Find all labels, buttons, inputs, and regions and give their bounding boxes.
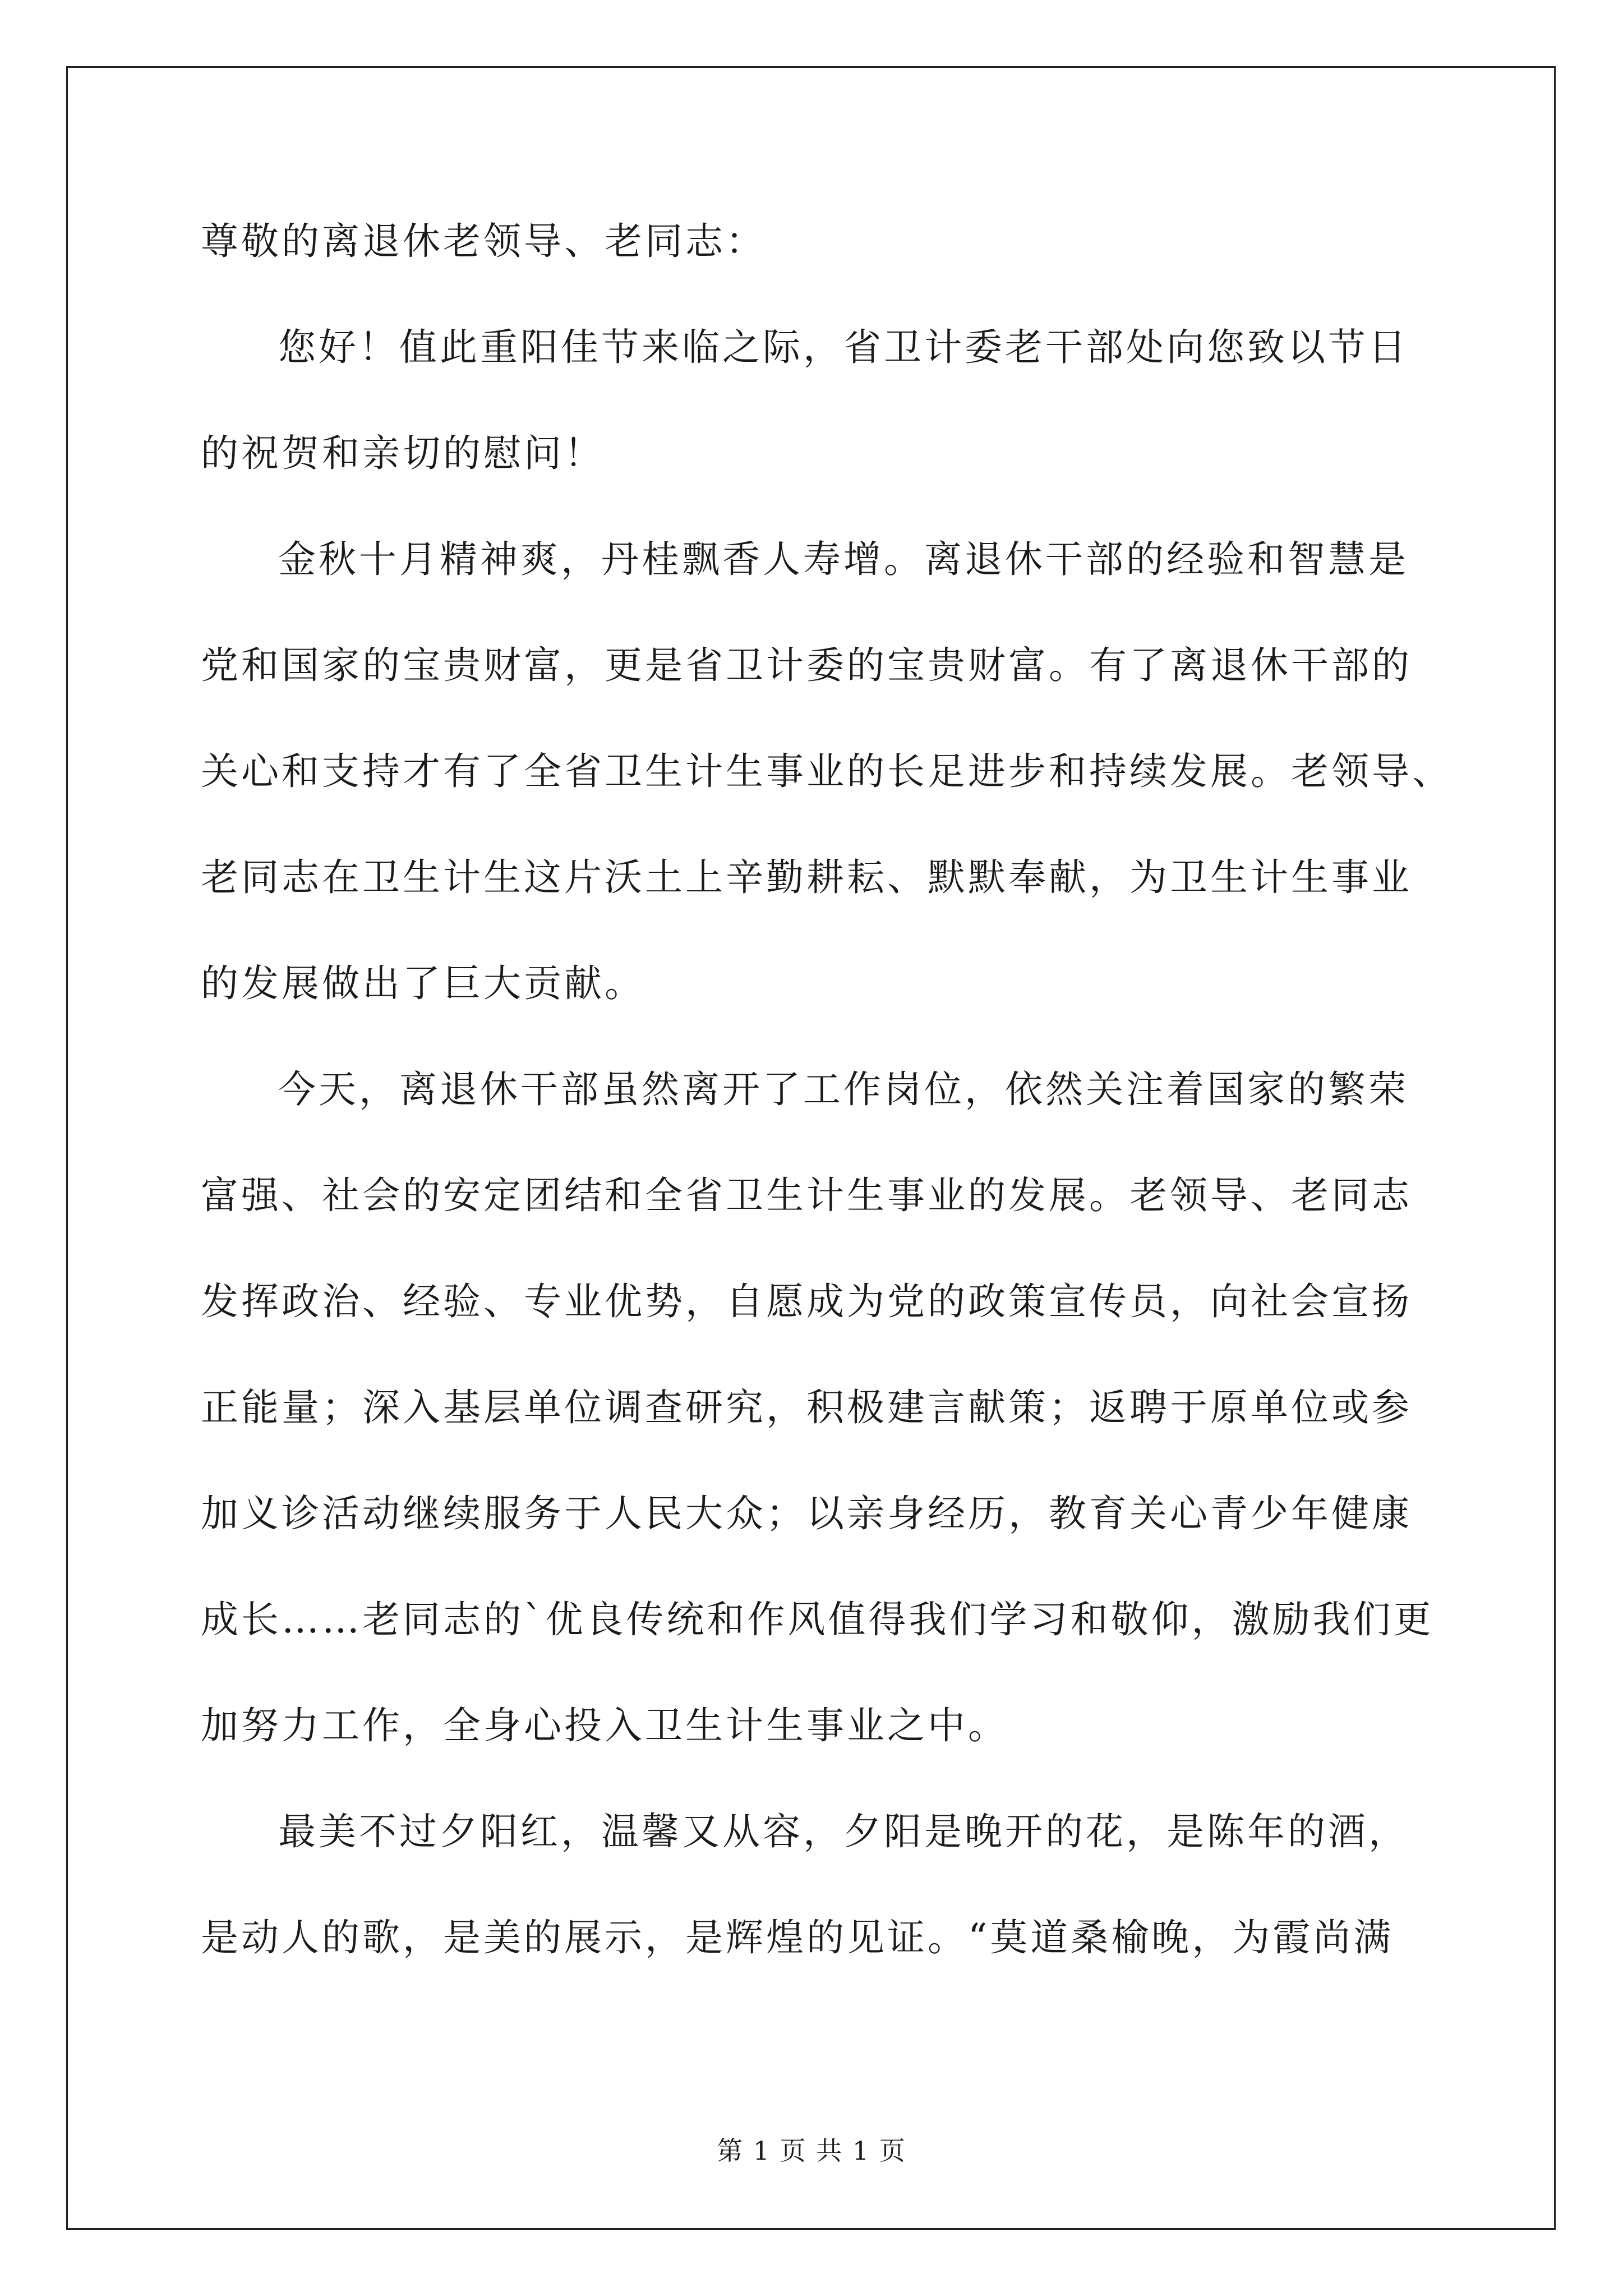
text-line: 金秋十月精神爽，丹桂飘香人寿增。离退休干部的经验和智慧是 bbox=[278, 537, 1409, 581]
text-line: 富强、社会的安定团结和全省卫生计生事业的发展。老领导、老同志 bbox=[201, 1174, 1412, 1217]
text-line: 关心和支持才有了全省卫生计生事业的长足进步和持续发展。老领导、 bbox=[201, 749, 1453, 793]
text-line: 成长……老同志的`优良传统和作风值得我们学习和敬仰，激励我们更 bbox=[201, 1598, 1434, 1641]
text-line: 是动人的歌，是美的展示，是辉煌的见证。“莫道桑榆晚，为霞尚满 bbox=[201, 1916, 1394, 1959]
text-line: 尊敬的离退休老领导、老同志： bbox=[201, 219, 766, 263]
text-line: 最美不过夕阳红，温馨又从容，夕阳是晚开的花，是陈年的酒， bbox=[278, 1810, 1409, 1853]
text-line: 今天，离退休干部虽然离开了工作岗位，依然关注着国家的繁荣 bbox=[278, 1068, 1409, 1111]
text-line: 老同志在卫生计生这片沃土上辛勤耕耘、默默奉献，为卫生计生事业 bbox=[201, 855, 1412, 899]
text-line: 的祝贺和亲切的慰问！ bbox=[201, 431, 605, 475]
text-line: 发挥政治、经验、专业优势，自愿成为党的政策宣传员，向社会宣扬 bbox=[201, 1280, 1412, 1323]
page-footer: 第 1 页 共 1 页 bbox=[717, 2136, 906, 2166]
letter-body bbox=[201, 219, 1453, 2024]
text-line: 您好！值此重阳佳节来临之际，省卫计委老干部处向您致以节日 bbox=[278, 325, 1409, 369]
text-line: 的发展做出了巨大贡献。 bbox=[201, 961, 645, 1005]
text-line: 正能量；深入基层单位调查研究，积极建言献策；返聘于原单位或参 bbox=[201, 1386, 1412, 1429]
text-line: 党和国家的宝贵财富，更是省卫计委的宝贵财富。有了离退休干部的 bbox=[201, 643, 1412, 687]
text-line: 加努力工作，全身心投入卫生计生事业之中。 bbox=[201, 1704, 1008, 1747]
text-line: 加义诊活动继续服务于人民大众；以亲身经历，教育关心青少年健康 bbox=[201, 1492, 1412, 1535]
